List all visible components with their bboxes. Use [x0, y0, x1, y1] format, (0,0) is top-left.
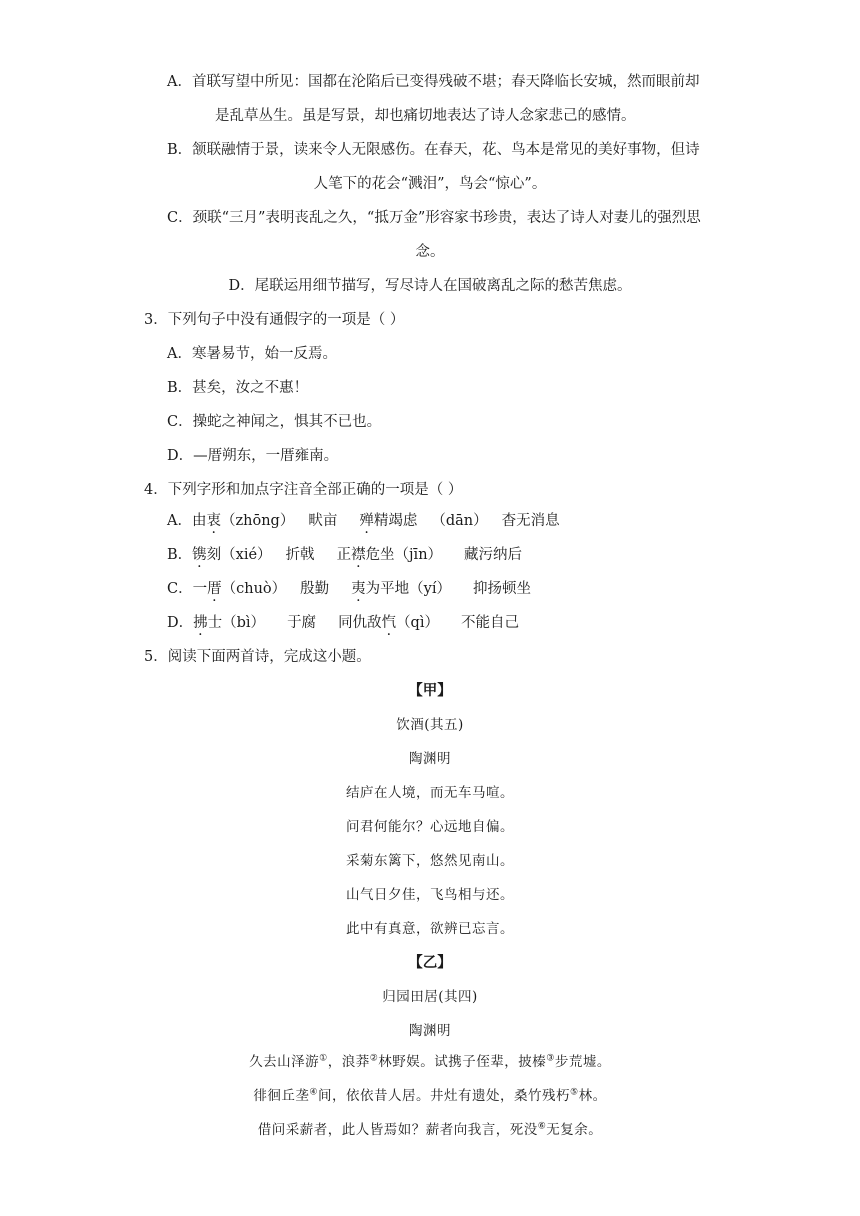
q2-option-d: D．尾联运用细节描写，写尽诗人在国破离乱之际的愁苦焦虑。 [228, 278, 632, 294]
poem-jia-label: 【甲】 [408, 682, 452, 699]
q2-option-a-line1: A．首联写望中所见：国都在沦陷后已变得残破不堪；春天降临长安城，然而眼前却 [167, 74, 700, 90]
q4-b-dotted-char-1: 镌 [192, 547, 207, 563]
poem-yi-title: 归园田居(其四) [382, 989, 478, 1005]
q4-b-dotted-char-3: 襟 [351, 547, 366, 563]
poem-jia-line-3: 采菊东篱下，悠然见南山。 [346, 853, 514, 869]
poem-jia-title: 饮酒(其五) [396, 717, 464, 733]
q4-d-word-2: 于腐 [287, 615, 317, 631]
q4-option-d [167, 613, 519, 633]
poem-jia-author: 陶渊明 [409, 751, 451, 767]
footnote-marker-1: ① [319, 1053, 328, 1064]
q4-option-b [167, 545, 522, 565]
q2-option-c-line2: 念。 [415, 244, 445, 260]
poem-yi-line-2 [0, 1086, 860, 1106]
poem-yi-label: 【乙】 [408, 954, 452, 971]
poem-yi-author: 陶渊明 [409, 1023, 451, 1039]
q3-option-c: C．操蛇之神闻之，惧其不已也。 [167, 414, 382, 430]
poem-jia-line-4: 山气日夕佳，飞鸟相与还。 [346, 887, 514, 903]
q2-option-a-line2: 是乱草丛生。虽是写景，却也痛切地表达了诗人念家悲己的感情。 [215, 108, 636, 124]
q2-option-c-line1: C．颈联“三月”表明丧乱之久，“抵万金”形容家书珍贵，表达了诗人对妻儿的强烈思 [167, 210, 701, 226]
q4-d-dotted-char-3: 忾 [381, 615, 397, 631]
q4-option-a [167, 511, 560, 531]
q3-stem: 3．下列句子中没有通假字的一项是（ ） [144, 312, 405, 328]
q4-a-word-2: 畎亩 [308, 513, 338, 529]
q3-option-d: D．—厝朔东，一厝雍南。 [167, 448, 339, 464]
q4-d-dotted-char-1: 拂 [193, 615, 208, 631]
poem-yi-line-3-text-b: 无复余。 [546, 1122, 603, 1138]
poem-yi-line-1-text-a: 久去山泽游 [249, 1054, 320, 1070]
q3-option-b: B．甚矣，汝之不惠！ [167, 380, 309, 396]
q4-b-text: B． [167, 547, 193, 563]
q4-a-word-3: 精竭虑 [373, 513, 418, 529]
q4-a-dotted-char-3: 殚 [359, 513, 374, 529]
q4-a-pinyin-3: （dān） [431, 513, 488, 529]
poem-jia-line-1: 结庐在人境，而无车马喧。 [346, 785, 514, 801]
q2-option-b-line1: B．颔联融情于景，读来令人无限感伤。在春天，花、鸟本是常见的美好事物，但诗 [167, 142, 700, 158]
poem-yi-line-3 [0, 1120, 860, 1140]
q4-a-text: A．由 [167, 513, 207, 529]
q2-option-b-line2: 人笔下的花会“溅泪”，鸟会“惊心”。 [313, 176, 547, 192]
q4-stem: 4．下列字形和加点字注音全部正确的一项是（ ） [144, 482, 463, 498]
q4-c-dotted-char-3: 夷 [351, 581, 366, 597]
q4-d-pinyin-3: （qì） [396, 615, 439, 631]
poem-yi-line-1 [0, 1052, 860, 1072]
footnote-marker-6: ⑥ [537, 1121, 547, 1132]
q5-stem: 5．阅读下面两首诗，完成这小题。 [144, 649, 371, 665]
footnote-marker-2: ② [369, 1053, 379, 1064]
q4-b-word-3a: 正 [336, 547, 352, 563]
q4-b-pinyin-1: 刻（xié） [206, 547, 272, 563]
q4-c-word-3: 为平地（yí） [365, 581, 451, 597]
footnote-marker-4: ④ [309, 1087, 318, 1098]
poem-yi-line-2-text-c: 林。 [578, 1088, 607, 1104]
q4-option-c [167, 579, 531, 599]
poem-yi-line-3-text-a: 借问采薪者，此人皆焉如？薪者向我言，死没 [257, 1122, 538, 1138]
q4-b-word-3b: 危坐（jīn） [365, 547, 443, 563]
q4-b-word-2: 折戟 [285, 547, 315, 563]
q4-b-word-4: 藏污纳后 [464, 547, 523, 563]
q4-d-text: D． [167, 615, 194, 631]
poem-yi-line-2-text-a: 徘徊丘垄 [253, 1088, 310, 1104]
poem-yi-line-1-text-b: ，浪莽 [327, 1054, 370, 1070]
poem-yi-line-2-text-b: 间，依依昔人居。井灶有遗处，桑竹残朽 [318, 1088, 570, 1104]
q4-a-dotted-char-1: 衷 [206, 513, 221, 529]
poem-yi-line-1-text-d: 步荒墟。 [554, 1054, 611, 1070]
q4-c-word-4: 抑扬顿坐 [472, 581, 531, 597]
q4-a-pinyin-1: （zhōng） [220, 513, 295, 529]
q4-c-dotted-char-1: 厝 [207, 581, 222, 597]
footnote-marker-5: ⑤ [570, 1087, 579, 1098]
poem-yi-line-1-text-c: 林野娱。试携子侄辈，披榛 [378, 1054, 547, 1070]
poem-jia-line-2: 问君何能尔？心远地自偏。 [346, 819, 514, 835]
q4-d-word-4: 不能自己 [460, 615, 519, 631]
q4-d-word-3a: 同仇敌 [338, 615, 382, 631]
q4-a-word-4: 杳无消息 [501, 513, 560, 529]
q3-option-a: A．寒暑易节，始一反焉。 [167, 346, 337, 362]
footnote-marker-3: ③ [546, 1053, 555, 1064]
q4-d-pinyin-1: 士（bì） [207, 615, 266, 631]
q4-c-pinyin-1: （chuò） [221, 581, 287, 597]
q4-c-text: C．一 [167, 581, 208, 597]
poem-jia-line-5: 此中有真意，欲辨已忘言。 [346, 921, 514, 937]
q4-c-word-2: 殷勤 [300, 581, 330, 597]
